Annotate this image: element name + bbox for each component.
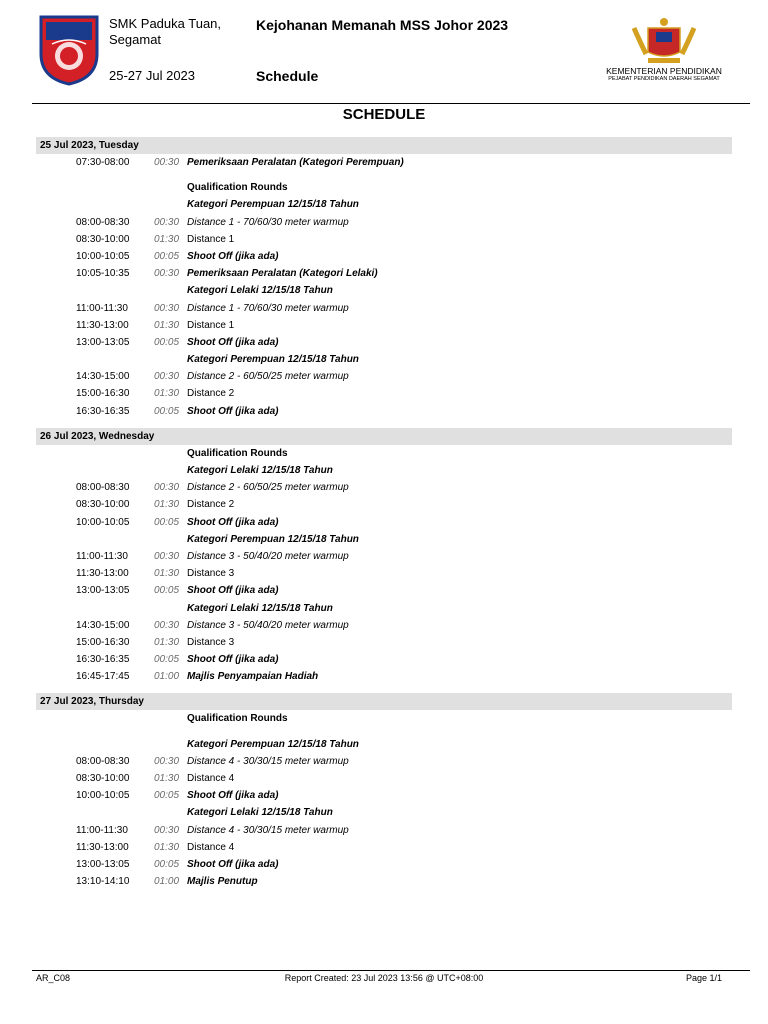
schedule-row xyxy=(36,496,732,513)
time-cell: 10:00-10:05 xyxy=(76,250,130,262)
time-cell: 11:30-13:00 xyxy=(76,568,129,580)
schedule-row xyxy=(36,462,732,479)
schedule-row xyxy=(36,282,732,299)
schedule-table xyxy=(36,137,732,890)
event-cell: Shoot Off (jika ada) xyxy=(187,858,279,870)
event-cell: Qualification Rounds xyxy=(187,447,288,459)
schedule-row xyxy=(36,787,732,804)
duration-cell: 00:05 xyxy=(154,405,180,417)
event-cell: Pemeriksaan Peralatan (Kategori Lelaki) xyxy=(187,268,378,280)
schedule-row xyxy=(36,403,732,420)
duration-cell: 00:05 xyxy=(154,250,180,262)
schedule-row xyxy=(36,770,732,787)
school-name: SMK Paduka Tuan, xyxy=(109,16,222,31)
report-created: Report Created: 23 Jul 2023 13:56 @ UTC+08:00 xyxy=(284,973,484,983)
time-cell: 08:00-08:30 xyxy=(76,755,130,767)
duration-cell: 00:05 xyxy=(154,585,180,597)
school-crest-icon xyxy=(38,14,100,86)
event-cell: Distance 1 - 70/60/30 meter warmup xyxy=(187,216,349,228)
time-cell: 16:45-17:45 xyxy=(76,671,130,683)
duration-cell: 00:30 xyxy=(154,824,180,836)
footer-divider xyxy=(32,970,750,971)
page-title: SCHEDULE xyxy=(342,106,426,123)
time-cell: 08:00-08:30 xyxy=(76,216,130,228)
event-cell: Majlis Penutup xyxy=(187,876,258,888)
time-cell: 08:30-10:00 xyxy=(76,499,130,511)
event-cell: Distance 4 xyxy=(187,841,235,853)
coat-of-arms-icon xyxy=(596,14,732,68)
schedule-row xyxy=(36,351,732,368)
schedule-row xyxy=(36,196,732,213)
event-cell: Distance 3 - 50/40/20 meter warmup xyxy=(187,550,349,562)
schedule-row xyxy=(36,179,732,196)
schedule-row xyxy=(36,479,732,496)
day-spacer xyxy=(36,420,732,428)
duration-cell: 01:30 xyxy=(154,233,180,245)
schedule-row xyxy=(36,317,732,334)
time-cell: 11:30-13:00 xyxy=(76,319,129,331)
schedule-row xyxy=(36,548,732,565)
time-cell: 13:00-13:05 xyxy=(76,858,130,870)
day-header: 27 Jul 2023, Thursday xyxy=(36,693,732,710)
time-cell: 08:30-10:00 xyxy=(76,233,130,245)
duration-cell: 00:05 xyxy=(154,336,180,348)
schedule-row xyxy=(36,753,732,770)
duration-cell: 01:00 xyxy=(154,876,180,888)
time-cell: 13:00-13:05 xyxy=(76,336,130,348)
time-cell: 16:30-16:35 xyxy=(76,654,130,666)
time-cell: 13:00-13:05 xyxy=(76,585,130,597)
time-cell: 15:00-16:30 xyxy=(76,388,130,400)
time-cell: 13:10-14:10 xyxy=(76,876,130,888)
time-cell: 10:00-10:05 xyxy=(76,790,130,802)
duration-cell: 00:05 xyxy=(154,654,180,666)
schedule-row xyxy=(36,617,732,634)
schedule-row xyxy=(36,154,732,171)
event-cell: Shoot Off (jika ada) xyxy=(187,516,279,528)
event-cell: Kategori Perempuan 12/15/18 Tahun xyxy=(187,533,359,545)
duration-cell: 01:30 xyxy=(154,499,180,511)
schedule-row xyxy=(36,514,732,531)
event-cell: Qualification Rounds xyxy=(187,182,288,194)
event-cell: Distance 3 xyxy=(187,568,235,580)
duration-cell: 01:30 xyxy=(154,568,180,580)
duration-cell: 01:30 xyxy=(154,841,180,853)
org-office: PEJABAT PENDIDIKAN DAERAH SEGAMAT xyxy=(608,76,720,82)
schedule-row xyxy=(36,214,732,231)
event-cell: Distance 2 xyxy=(187,499,235,511)
duration-cell: 01:30 xyxy=(154,773,180,784)
event-cell: Distance 2 - 60/50/25 meter warmup xyxy=(187,482,349,494)
schedule-row xyxy=(36,736,732,753)
time-cell: 11:00-11:30 xyxy=(76,302,128,314)
time-cell: 16:30-16:35 xyxy=(76,405,130,417)
schedule-row xyxy=(36,804,732,821)
time-cell: 11:00-11:30 xyxy=(76,824,128,836)
duration-cell: 00:30 xyxy=(154,371,180,383)
time-cell: 11:00-11:30 xyxy=(76,550,128,562)
time-cell: 10:00-10:05 xyxy=(76,516,130,528)
org-name: KEMENTERIAN PENDIDIKAN xyxy=(606,66,722,76)
schedule-row xyxy=(36,873,732,890)
duration-cell: 00:05 xyxy=(154,858,180,870)
time-cell: 08:00-08:30 xyxy=(76,482,130,494)
event-cell: Shoot Off (jika ada) xyxy=(187,336,279,348)
duration-cell: 00:30 xyxy=(154,216,180,228)
schedule-row xyxy=(36,231,732,248)
day-header: 25 Jul 2023, Tuesday xyxy=(36,137,732,154)
event-cell: Qualification Rounds xyxy=(187,713,288,725)
schedule-row xyxy=(36,856,732,873)
event-cell: Distance 1 xyxy=(187,233,235,245)
event-cell: Majlis Penyampaian Hadiah xyxy=(187,671,319,683)
event-cell: Shoot Off (jika ada) xyxy=(187,250,279,262)
event-cell: Kategori Perempuan 12/15/18 Tahun xyxy=(187,738,359,750)
event-cell: Distance 4 xyxy=(187,773,235,784)
time-cell: 15:00-16:30 xyxy=(76,636,130,648)
schedule-row xyxy=(36,531,732,548)
schedule-row xyxy=(36,582,732,599)
schedule-row xyxy=(36,634,732,651)
time-cell: 11:30-13:00 xyxy=(76,841,129,853)
schedule-row xyxy=(36,822,732,839)
event-cell: Shoot Off (jika ada) xyxy=(187,585,279,597)
school-town: Segamat xyxy=(109,32,162,47)
event-cell: Kategori Lelaki 12/15/18 Tahun xyxy=(187,285,333,297)
event-cell: Distance 3 xyxy=(187,636,235,648)
header-divider xyxy=(32,103,750,104)
doc-type: Schedule xyxy=(256,68,319,84)
duration-cell: 00:30 xyxy=(154,302,180,314)
duration-cell: 01:30 xyxy=(154,636,180,648)
schedule-row xyxy=(36,668,732,685)
event-cell: Distance 4 - 30/30/15 meter warmup xyxy=(187,755,349,767)
duration-cell: 01:00 xyxy=(154,671,180,683)
report-code: AR_C08 xyxy=(36,973,71,983)
event-cell: Shoot Off (jika ada) xyxy=(187,405,279,417)
duration-cell: 00:30 xyxy=(154,268,180,280)
schedule-row xyxy=(36,368,732,385)
schedule-row xyxy=(36,445,732,462)
duration-cell: 00:05 xyxy=(154,790,180,802)
event-cell: Distance 2 - 60/50/25 meter warmup xyxy=(187,371,349,383)
duration-cell: 00:30 xyxy=(154,482,180,494)
event-cell: Distance 4 - 30/30/15 meter warmup xyxy=(187,824,349,836)
event-cell: Distance 3 - 50/40/20 meter warmup xyxy=(187,619,349,631)
schedule-row xyxy=(36,710,732,727)
schedule-row xyxy=(36,565,732,582)
day-header: 26 Jul 2023, Wednesday xyxy=(36,428,732,445)
event-cell: Distance 1 xyxy=(187,319,235,331)
event-cell: Pemeriksaan Peralatan (Kategori Perempuan) xyxy=(187,157,404,168)
schedule-row xyxy=(36,839,732,856)
event-cell: Kategori Perempuan 12/15/18 Tahun xyxy=(187,199,359,211)
duration-cell: 00:30 xyxy=(154,755,180,767)
duration-cell: 01:30 xyxy=(154,319,180,331)
time-cell: 14:30-15:00 xyxy=(76,371,130,383)
event-cell: Kategori Lelaki 12/15/18 Tahun xyxy=(187,465,333,476)
duration-cell: 00:05 xyxy=(154,516,180,528)
duration-cell: 00:30 xyxy=(154,619,180,631)
schedule-row xyxy=(36,265,732,282)
time-cell: 14:30-15:00 xyxy=(76,619,130,631)
duration-cell: 01:30 xyxy=(154,388,180,400)
page-number: Page 1/1 xyxy=(685,973,722,983)
event-cell: Shoot Off (jika ada) xyxy=(187,654,279,666)
duration-cell: 00:30 xyxy=(154,157,180,168)
duration-cell: 00:30 xyxy=(154,550,180,562)
event-title: Kejohanan Memanah MSS Johor 2023 xyxy=(256,17,509,33)
schedule-row xyxy=(36,385,732,402)
schedule-row xyxy=(36,300,732,317)
event-cell: Distance 2 xyxy=(187,388,235,400)
event-cell: Kategori Lelaki 12/15/18 Tahun xyxy=(187,807,333,819)
event-cell: Shoot Off (jika ada) xyxy=(187,790,279,802)
event-cell: Distance 1 - 70/60/30 meter warmup xyxy=(187,302,349,314)
event-cell: Kategori Lelaki 12/15/18 Tahun xyxy=(187,602,333,614)
time-cell: 10:05-10:35 xyxy=(76,268,130,280)
schedule-row xyxy=(36,248,732,265)
schedule-row xyxy=(36,600,732,617)
event-dates: 25-27 Jul 2023 xyxy=(109,68,196,83)
schedule-row xyxy=(36,334,732,351)
event-cell: Kategori Perempuan 12/15/18 Tahun xyxy=(187,354,359,366)
time-cell: 07:30-08:00 xyxy=(76,157,130,168)
schedule-row xyxy=(36,651,732,668)
time-cell: 08:30-10:00 xyxy=(76,773,130,784)
day-spacer xyxy=(36,685,732,693)
